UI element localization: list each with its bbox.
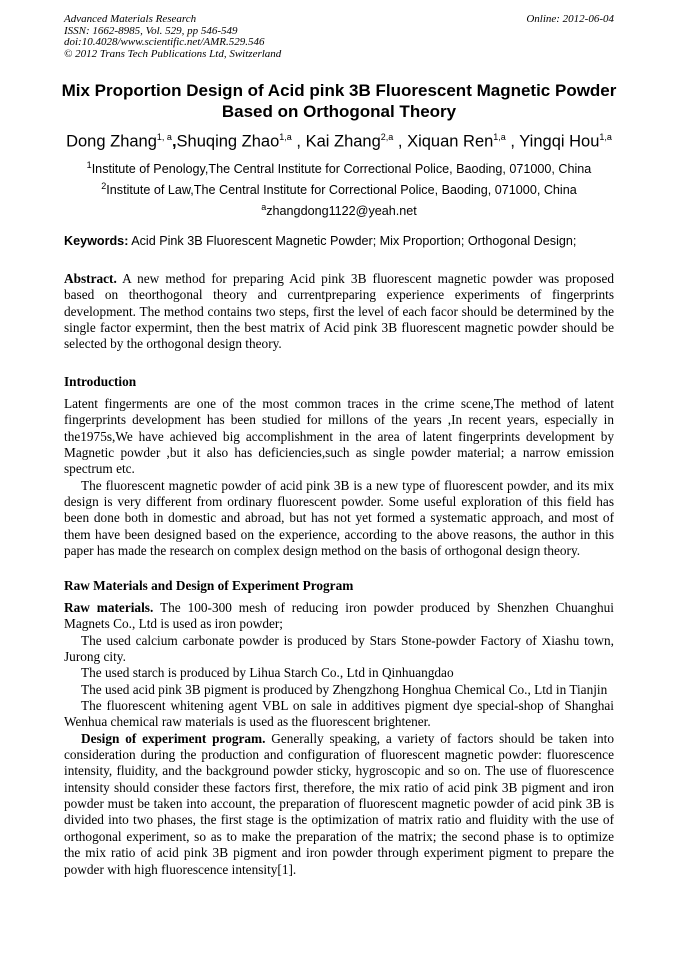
author-name: Kai Zhang xyxy=(305,132,381,151)
copyright: © 2012 Trans Tech Publications Ltd, Switzerland xyxy=(64,47,282,60)
text-line xyxy=(64,649,614,665)
line-text: orthogonal experiment, so as to make the preparation of the matrix; the second phase is to optimize xyxy=(64,828,614,844)
keywords-text: Acid Pink 3B Fluorescent Magnetic Powder; Mix Proportion; Orthogonal Design; xyxy=(128,234,577,248)
author-separator: , xyxy=(393,132,408,151)
author-list xyxy=(30,126,648,153)
author-affiliation-marker: 1,a xyxy=(493,132,506,142)
paragraph-lead: Abstract. xyxy=(64,271,117,286)
author-separator: , xyxy=(291,132,306,151)
text-line xyxy=(64,510,614,526)
text-line xyxy=(64,862,614,878)
text-line xyxy=(64,747,614,763)
introduction-body xyxy=(64,396,614,559)
text-line xyxy=(64,494,614,510)
line-text: design is very different from ordinary fluorescent powder. Some useful exploration of this field has xyxy=(64,494,614,510)
text-line xyxy=(64,527,614,543)
text-line xyxy=(64,396,614,412)
line-text: Latent fingerments are one of the most common traces in the crime scene,The method of latent xyxy=(64,396,614,411)
line-text: spectrum etc. xyxy=(64,461,135,477)
author-affiliation-marker: 2,a xyxy=(380,132,394,142)
text-line xyxy=(64,287,614,303)
line-text: paper has made the research on complex design method on the basis of orthogonal design theory. xyxy=(64,543,581,559)
author-separator: , xyxy=(171,132,177,151)
text-line xyxy=(64,698,614,714)
section-heading-raw-materials: Raw Materials and Design of Experiment Program xyxy=(64,578,354,593)
author-name: Shuqing Zhao xyxy=(176,132,280,151)
line-text: The fluorescent whitening agent VBL on sale in additives pigment dye special-shop of Shanghai xyxy=(81,698,614,714)
line-text: The used acid pink 3B pigment is produced by Zhengzhong Honghua Chemical Co., Ltd in Tianjin xyxy=(81,681,608,697)
text-line xyxy=(64,796,614,812)
author-name: Yingqi Hou xyxy=(519,132,600,151)
line-text: development. The method contains two steps, first the level of each facor should be determined by the xyxy=(64,303,614,319)
text-line xyxy=(64,304,614,320)
author-email xyxy=(30,199,648,219)
text-line xyxy=(64,429,614,445)
text-line xyxy=(64,682,614,698)
line-text: The used calcium carbonate powder is produced by Stars Stone-powder Factory of Xiashu town, xyxy=(81,632,614,648)
line-text: the mix ratio of acid pink 3B pigment and iron powder through experiment pigment to prepare the xyxy=(64,845,614,861)
text-line xyxy=(64,412,614,428)
line-text: based on theorthogonal theory and currentpreparing experience experiments of fingerprints xyxy=(64,287,614,303)
line-text: The used starch is produced by Lihua Starch Co., Ltd in Qinhuangdao xyxy=(81,665,454,681)
line-text: powder must be taken into account, the preparation of fluorescent magnetic powder of acid pink 3B is xyxy=(64,796,614,812)
line-text: Generally speaking, a variety of factors should be taken into xyxy=(265,730,614,746)
affiliation-2 xyxy=(30,178,648,198)
text-line xyxy=(64,829,614,845)
text-line xyxy=(64,320,614,336)
title-line: Based on Orthogonal Theory xyxy=(221,102,457,121)
keywords xyxy=(64,233,576,249)
text-line xyxy=(64,478,614,494)
text-line xyxy=(64,665,614,681)
email-text: zhangdong1122@yeah.net xyxy=(266,204,417,219)
affiliation-text: Institute of Penology,The Central Institute for Correctional Police, Baoding, 071000, China xyxy=(91,162,592,177)
online-date: Online: 2012-06-04 xyxy=(526,13,614,25)
text-line xyxy=(64,633,614,649)
line-text: The fluorescent magnetic powder of acid pink 3B is a new type of fluorescent powder, and its mix xyxy=(81,477,614,493)
abstract xyxy=(64,271,614,353)
line-text: A new method for preparing Acid pink 3B fluorescent magnetic powder was proposed xyxy=(116,271,614,286)
line-text: Wenhua chemical raw materials is used as the fluorescent brightener. xyxy=(64,714,431,730)
author-name: Dong Zhang xyxy=(66,132,157,151)
section-heading-introduction: Introduction xyxy=(64,374,137,389)
line-text: fingerprints development has been studied for millons of the years ,In recent years, especially in xyxy=(64,412,614,428)
affiliation-1 xyxy=(30,157,648,177)
line-text: The 100-300 mesh of reducing iron powder produced by Shenzhen Chuanghui xyxy=(153,600,614,615)
text-line xyxy=(64,714,614,730)
text-line xyxy=(64,616,614,632)
text-line xyxy=(64,336,614,352)
author-affiliation-marker: 1, a xyxy=(156,132,172,142)
line-text: selected by the orthogonal design theory. xyxy=(64,336,282,352)
text-line xyxy=(64,271,614,287)
line-text: intensity, fluidity, and the background powder sticky, hygroscopic and so on. The use of fluorescence xyxy=(64,763,614,779)
text-line xyxy=(64,600,614,616)
text-line xyxy=(64,763,614,779)
paragraph-lead: Design of experiment program. xyxy=(81,730,266,746)
line-text: consideration during the production and configuration of fluorescent magnetic powder: fluorescence xyxy=(64,747,614,763)
title-line: Mix Proportion Design of Acid pink 3B Fluorescent Magnetic Powder xyxy=(61,81,617,100)
doi: doi:10.4028/www.scientific.net/AMR.529.546 xyxy=(64,36,265,49)
text-line xyxy=(64,543,614,559)
journal-header xyxy=(64,14,281,60)
text-line xyxy=(64,812,614,828)
author-affiliation-marker: 1,a xyxy=(279,132,292,142)
raw-materials-body xyxy=(64,600,614,878)
text-line xyxy=(64,445,614,461)
text-line xyxy=(64,461,614,477)
line-text: the1975s,We have achieved big accomplishment in the area of latent fingerprints development by xyxy=(64,428,614,444)
text-line xyxy=(64,731,614,747)
affiliation-marker: a xyxy=(261,202,267,212)
paper-title xyxy=(40,80,638,122)
line-text: Magnets Co., Ltd is used as iron powder; xyxy=(64,616,284,632)
author-name: Xiquan Ren xyxy=(407,132,494,151)
line-text: Magnetic powder ,but it also has deficiencies,such as single powder material; a narrow emission xyxy=(64,445,614,461)
author-separator: , xyxy=(505,132,520,151)
text-line xyxy=(64,780,614,796)
keywords-label: Keywords: xyxy=(64,234,129,248)
affiliation-text: Institute of Law,The Central Institute for Correctional Police, Baoding, 071000, China xyxy=(106,183,577,198)
line-text: divided into two phases, the first stage is the optimization of matrix ratio and fluidity with the use of xyxy=(64,812,614,828)
affiliation-marker: 1 xyxy=(86,160,92,170)
journal-name: Advanced Materials Research xyxy=(64,13,197,25)
line-text: powder with high fluorescence intensity[1]. xyxy=(64,861,297,877)
line-text: Jurong city. xyxy=(64,649,126,665)
affiliation-marker: 2 xyxy=(101,181,107,191)
issn: ISSN: 1662-8985, Vol. 529, pp 546-549 xyxy=(64,24,238,37)
line-text: been done both in domestic and abroad, but has not yet formed a systematic approach, and most of xyxy=(64,510,614,526)
line-text: them have been designed based on the experience, according to the above reasons, the author in this xyxy=(64,526,614,542)
text-line xyxy=(64,845,614,861)
author-affiliation-marker: 1,a xyxy=(599,132,612,142)
line-text: intensity should consider these factors first, therefore, the mix ratio of acid pink 3B pigment and iron xyxy=(64,779,614,795)
paragraph-lead: Raw materials. xyxy=(64,600,154,615)
line-text: single factor expermint, then the best matrix of Acid pink 3B fluorescent magnetic powder should be xyxy=(64,320,614,336)
